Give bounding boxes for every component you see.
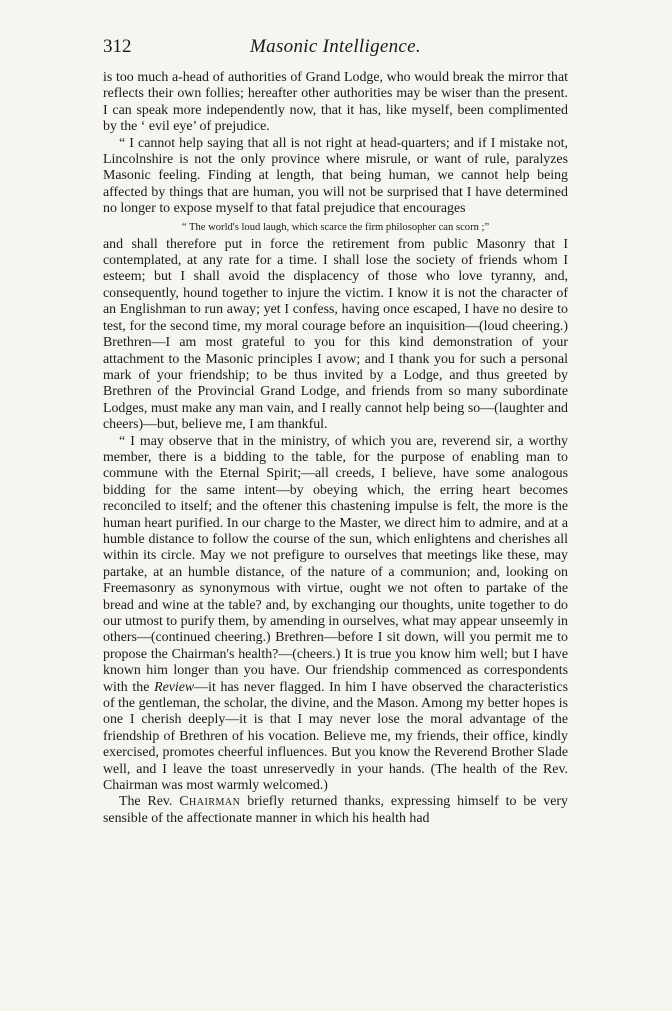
paragraph (103, 794, 568, 827)
text-run: —it has never flagged. In him I have observed the characteristics of the gentleman, the scholar, the divine, and the Mason. Among my better hopes is one I cherish deeply—it is that I may never lose the moral advantage of the friendship of Brethren of his vocation. Believe me, my friends, their office, kindly exercised, promotes cheerful influences. But you know the Reverend Brother Slade well, and I leave the toast unreservedly in your hands. (The health of the Rev. Chairman was most warmly welcomed.) (103, 679, 568, 794)
text-run: briefly returned thanks, expressing himself to be very sensible of the affectionate manner in which his health had (103, 794, 568, 826)
paragraph (103, 434, 568, 795)
small-caps-text: Chairman (179, 794, 241, 810)
page-number: 312 (103, 36, 132, 57)
body-text (103, 70, 568, 827)
paragraph (103, 136, 568, 218)
text-run: and shall therefore put in force the retirement from public Masonry that I contemplated, at any rate for a time. I shall lose the society of friends whom I esteem; but I shall avoid the displacency of those who love tyranny, and, consequently, hound together to injure the victim. I know it is not the character of an Englishman to run away; yet I confess, having once escaped, I have no desire to test, for the second time, my moral courage before an inquisition—(loud cheering.) Brethren—I am most grateful to you for this kind demonstration of your attachment to the Masonic principles I avow; and I thank you for such a personal mark of your friendship; to be thus invited by a Lodge, and thus greeted by Brethren of the Provincial Grand Lodge, and friends from so many subordinate Lodges, must make any man vain, and I really cannot help being so—(laughter and cheers)—but, believe me, I am thankful. (103, 236, 568, 433)
paragraph (103, 237, 568, 434)
text-run: “ The world's loud laugh, which scarce the firm philosopher can scorn ;” (181, 221, 490, 233)
block-quote (103, 220, 568, 236)
text-run: “ I cannot help saying that all is not right at head-quarters; and if I mistake not, Lincolnshire is not the only province where misrule, or want of rule, paralyzes Masonic feeling. Finding at length, that being human, we cannot help being affected by things that are human, you will not be surprised that I have determined no longer to expose myself to that fatal prejudice that encourages (103, 135, 568, 217)
paragraph (103, 70, 568, 136)
text-run: “ I may observe that in the ministry, of which you are, reverend sir, a worthy member, there is a bidding to the table, for the purpose of enabling man to commune with the Eternal Spirit;—all creeds, I believe, have some analogous bidding for the same intent—by obeying which, the erring heart becomes reconciled to itself; and the oftener this chastening impulse is felt, the more is the human heart purified. In our charge to the Master, we direct him to admire, and at a humble distance to follow the course of the sun, which enlightens and cherishes all within its circle. May we not prefigure to ourselves that meetings like these, may partake, at an humble distance, of the nature of a communion; and, looking on Freemasonry as synonymous with virtue, ought we not often to partake of the bread and wine at the table? and, by exchanging our thoughts, unite together to do our utmost to purify them, by amending in ourselves, what may appear unseemly in others—(continued cheering.) Brethren—before I sit down, will you permit me to propose the Chairman's health?—(cheers.) It is true you know him well; but I have known him longer than you have. Our friendship commenced as correspondents with the (103, 433, 568, 695)
running-head (103, 36, 568, 66)
italic-text: Review (154, 679, 195, 695)
text-run: is too much a-head of authorities of Grand Lodge, who would break the mirror that reflects their own follies; hereafter other authorities may be wiser than the present. I can speak more independently now, that it has, like myself, been complimented by the ‘ evil eye’ of prejudice. (103, 70, 568, 135)
running-title: Masonic Intelligence. (250, 36, 421, 57)
text-run: The Rev. (119, 794, 180, 810)
